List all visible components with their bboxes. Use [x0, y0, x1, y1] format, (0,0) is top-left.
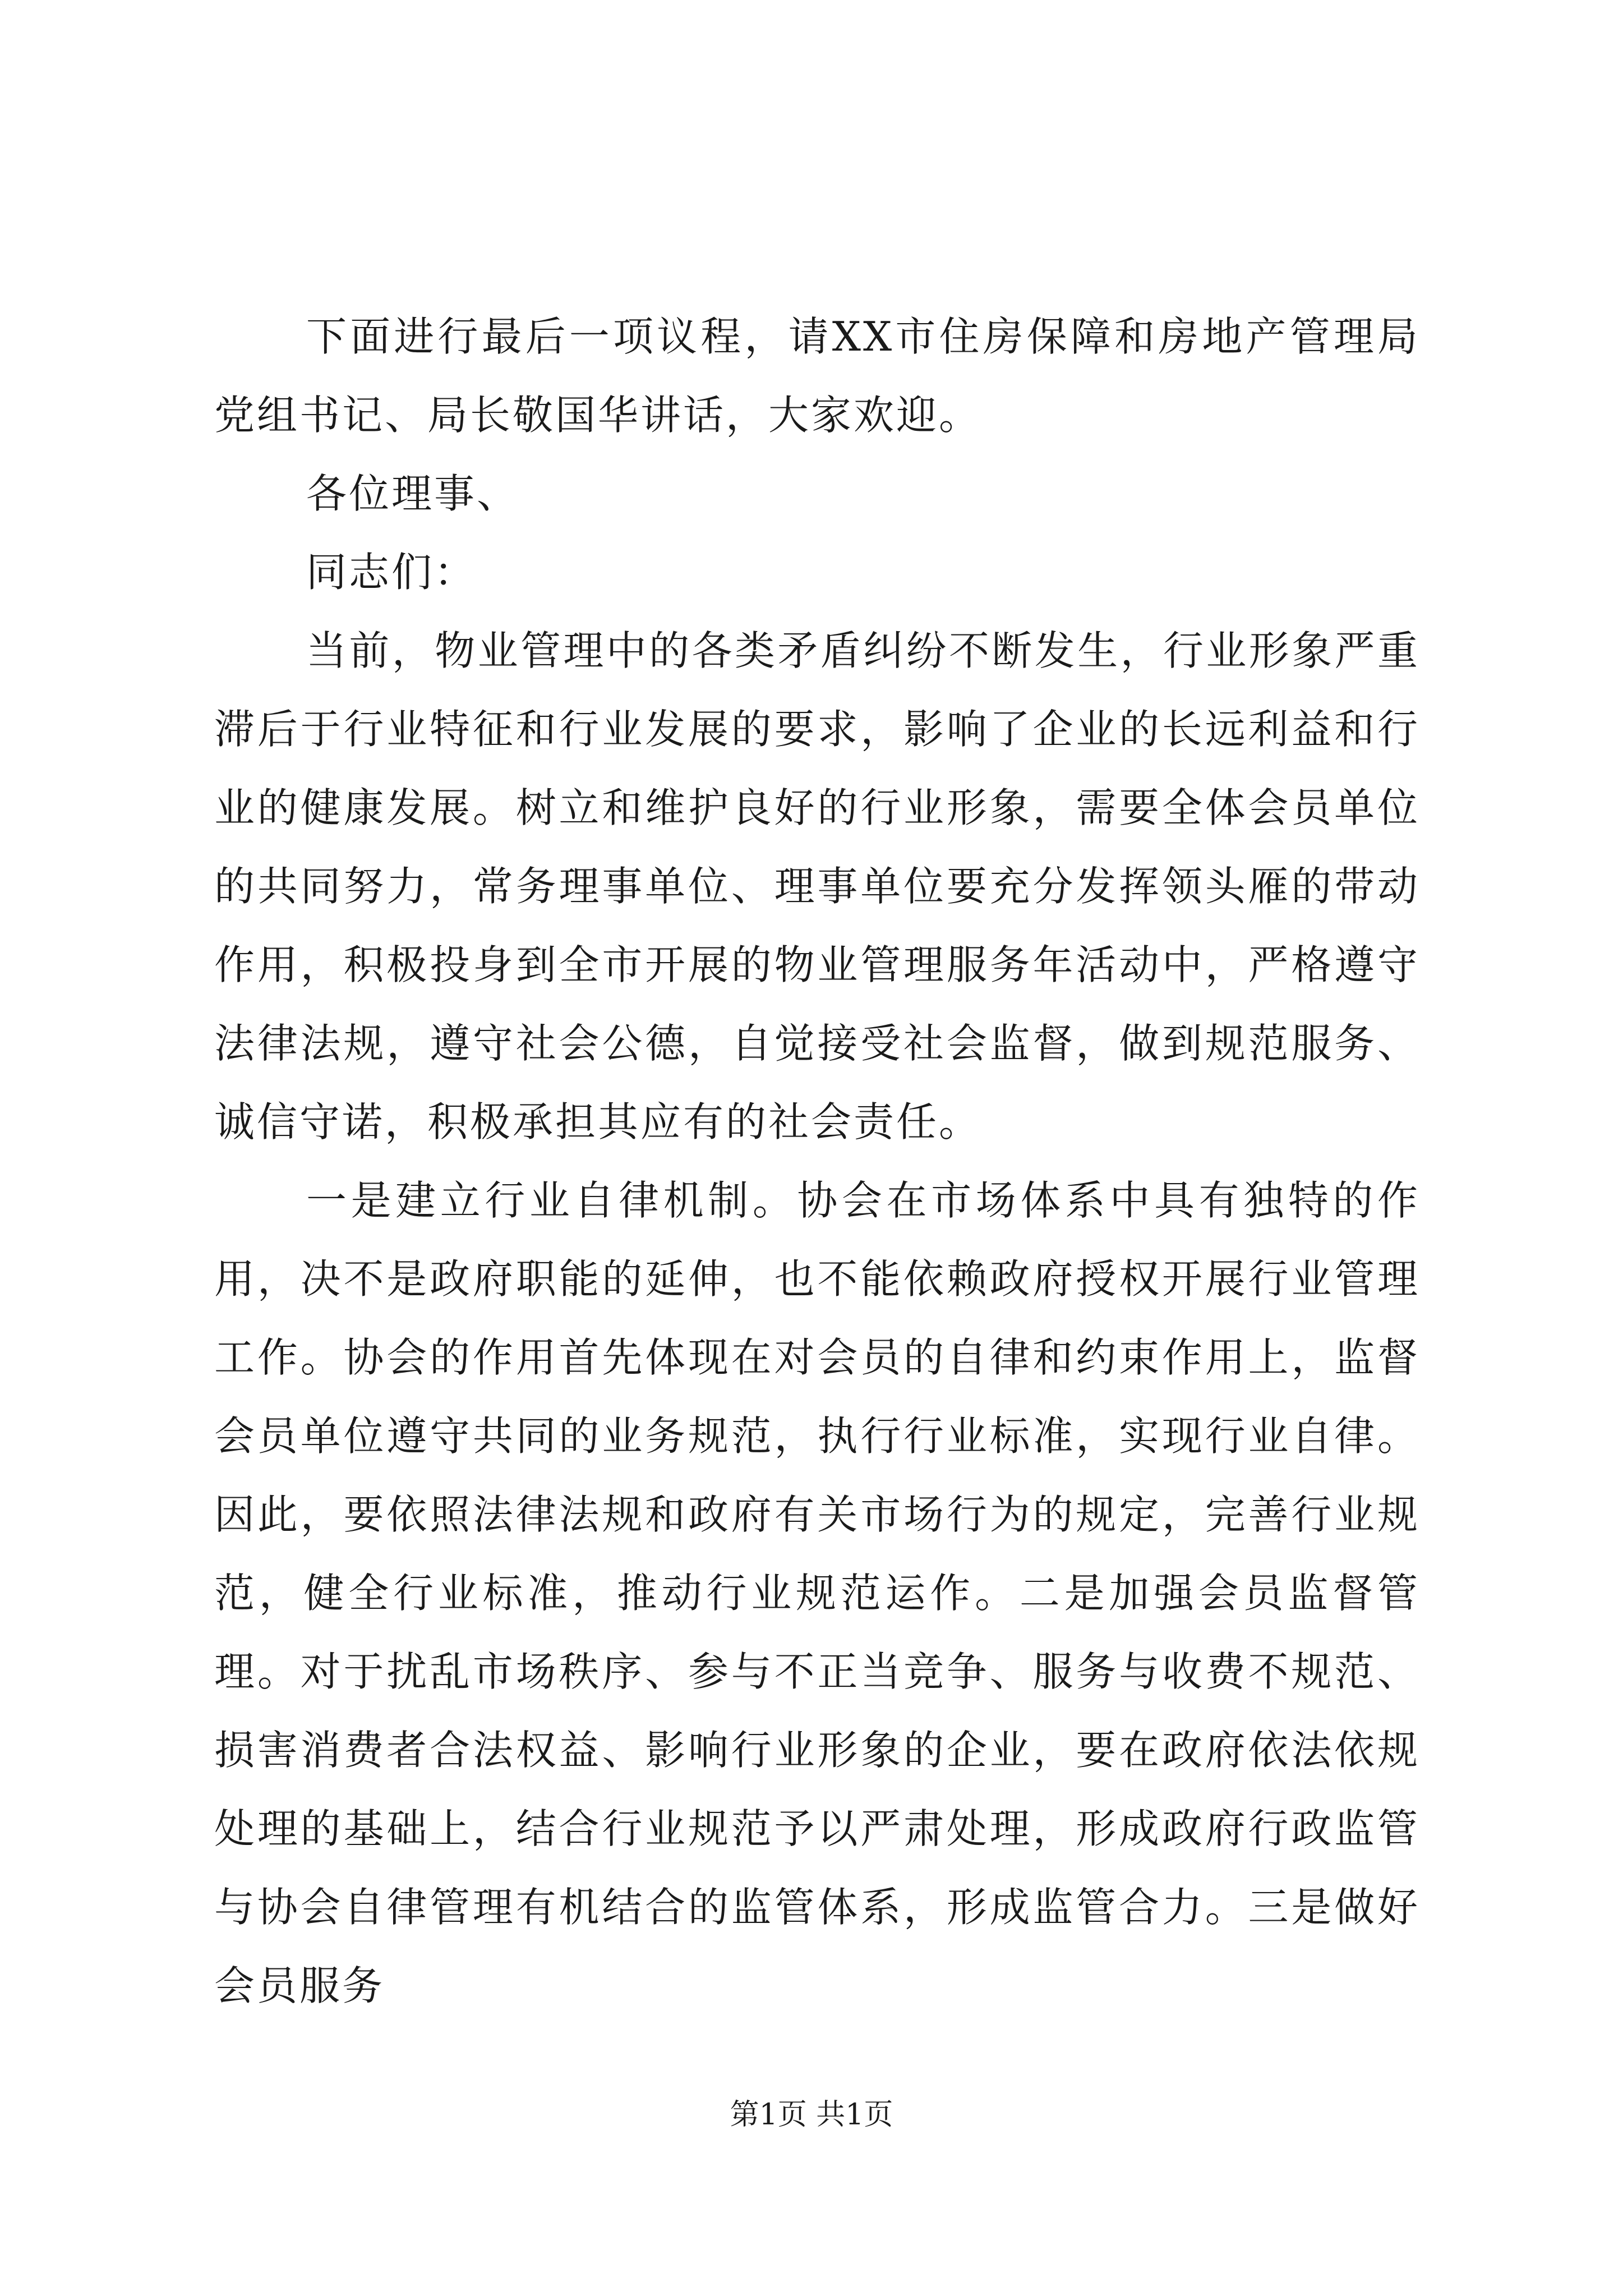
paragraph-salutation-directors: 各位理事、 [306, 470, 520, 517]
paragraph-agenda: 下面进行最后一项议程，请XX市住房保障和房地产管理局党组书记、局长敬国华讲话，大家欢迎。 [214, 313, 1420, 439]
paragraph-salutation-comrades: 同志们： [306, 549, 477, 596]
document-body [214, 297, 1420, 2025]
page-number-footer: 第1页 共1页 [730, 2098, 893, 2132]
paragraph-self-discipline: 一是建立行业自律机制。协会在市场体系中具有独特的作用，决不是政府职能的延伸，也不能依赖政府授权开展行业管理工作。协会的作用首先体现在对会员的自律和约束作用上，监督会员单位遵守共同的业务规范，执行行业标准，实现行业自律。因此，要依照法律法规和政府有关市场行为的规定，完善行业规范，健全行业标准，推动行业规范运作。二是加强会员监督管理。对于扰乱市场秩序、参与不正当竞争、服务与收费不规范、损害消费者合法权益、影响行业形象的企业，要在政府依法依规处理的基础上，结合行业规范予以严肃处理，形成政府行政监管与协会自律管理有机结合的监管体系，形成监管合力。三是做好会员服务 [214, 1177, 1420, 2009]
paragraph-industry-image: 当前，物业管理中的各类矛盾纠纷不断发生，行业形象严重滞后于行业特征和行业发展的要求，影响了企业的长远利益和行业的健康发展。树立和维护良好的行业形象，需要全体会员单位的共同努力，常务理事单位、理事单位要充分发挥领头雁的带动作用，积极投身到全市开展的物业管理服务年活动中，严格遵守法律法规，遵守社会公德，自觉接受社会监督，做到规范服务、诚信守诺，积极承担其应有的社会责任。 [214, 627, 1420, 1145]
